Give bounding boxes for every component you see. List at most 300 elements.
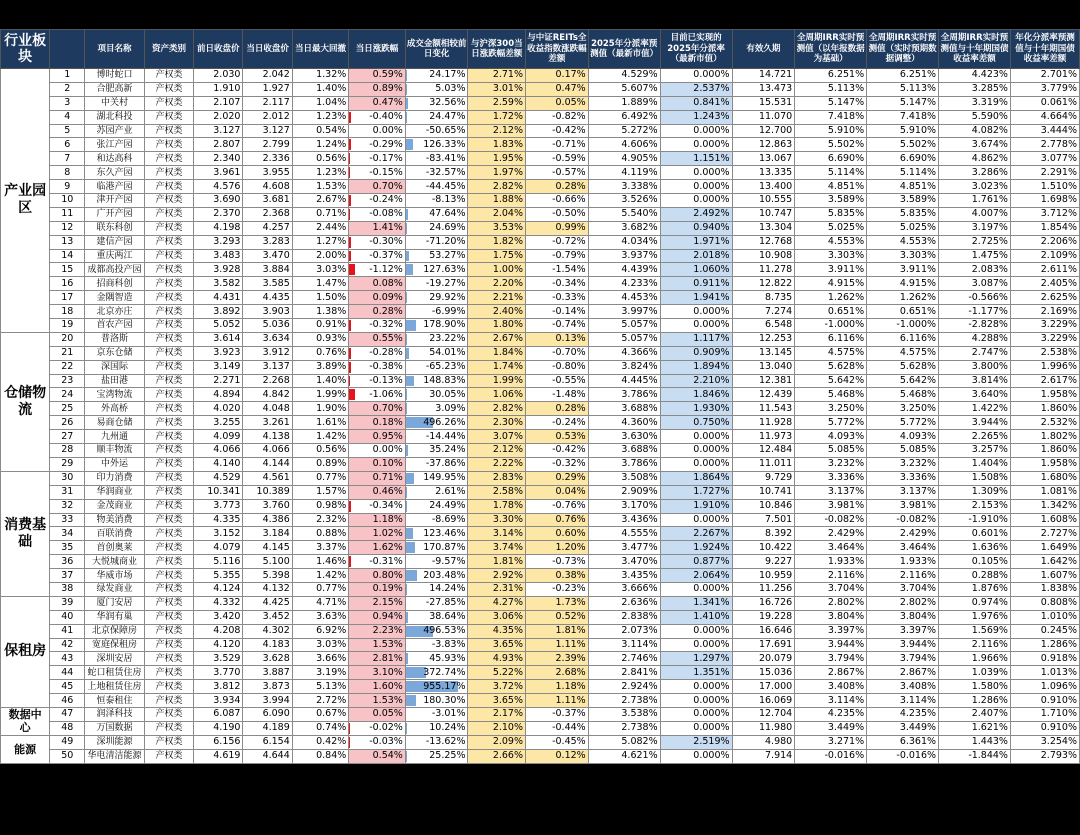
diff-reits-index: -0.82%	[526, 110, 589, 124]
max-drawdown: 1.90%	[292, 402, 349, 416]
asset-class: 产权类	[144, 513, 193, 527]
duration: 10.908	[732, 249, 795, 263]
irr-annual: 6.690%	[795, 152, 867, 166]
row-index: 21	[50, 346, 85, 360]
row-index: 33	[50, 513, 85, 527]
diff-hs300: 1.72%	[468, 110, 526, 124]
prev-close: 3.928	[194, 263, 243, 277]
row-index: 40	[50, 610, 85, 624]
irr-annual: 5.642%	[795, 374, 867, 388]
row-index: 3	[50, 96, 85, 110]
dist-realized: 0.000%	[660, 430, 732, 444]
prev-close: 4.066	[194, 444, 243, 458]
table-row	[1, 69, 1080, 83]
prev-close: 4.124	[194, 582, 243, 596]
volume-change: -83.41%	[405, 152, 468, 166]
dist-forecast: 2.073%	[588, 624, 660, 638]
duration: 4.980	[732, 735, 795, 749]
irr-realtime: 0.651%	[867, 305, 939, 319]
asset-class: 产权类	[144, 541, 193, 555]
dist-bond-diff: 0.910%	[1010, 721, 1079, 735]
duration: 10.846	[732, 499, 795, 513]
diff-reits-index: -0.59%	[526, 152, 589, 166]
dist-forecast: 3.338%	[588, 180, 660, 194]
header-max-drawdown: 当日最大回撤	[292, 30, 349, 69]
diff-hs300: 1.00%	[468, 263, 526, 277]
asset-class: 产权类	[144, 374, 193, 388]
prev-close: 2.340	[194, 152, 243, 166]
irr-bond-diff: -1.910%	[939, 513, 1011, 527]
segment-label: 保租房	[1, 596, 50, 707]
diff-hs300: 3.74%	[468, 541, 526, 555]
change-pct: 1.18%	[349, 513, 406, 527]
volume-bar	[406, 70, 407, 81]
max-drawdown: 0.56%	[292, 152, 349, 166]
irr-realtime: 3.794%	[867, 652, 939, 666]
dist-realized: 1.971%	[660, 235, 732, 249]
row-index: 28	[50, 444, 85, 458]
diff-reits-index: -0.72%	[526, 235, 589, 249]
project-name: 中关村	[85, 96, 145, 110]
table-row	[1, 666, 1080, 680]
irr-annual: 5.025%	[795, 221, 867, 235]
asset-class: 产权类	[144, 82, 193, 96]
diff-hs300: 2.12%	[468, 124, 526, 138]
close: 4.435	[243, 291, 292, 305]
row-index: 45	[50, 680, 85, 694]
dist-realized: 1.864%	[660, 471, 732, 485]
asset-class: 产权类	[144, 110, 193, 124]
volume-bar	[406, 751, 407, 762]
dist-realized: 0.000%	[660, 444, 732, 458]
max-drawdown: 0.54%	[292, 124, 349, 138]
table-row	[1, 82, 1080, 96]
change-bar	[349, 264, 355, 275]
dist-forecast: 4.905%	[588, 152, 660, 166]
row-index: 49	[50, 735, 85, 749]
change-pct: -1.06%	[349, 388, 406, 402]
irr-bond-diff: 3.800%	[939, 360, 1011, 374]
dist-bond-diff: 0.808%	[1010, 596, 1079, 610]
dist-forecast: 3.682%	[588, 221, 660, 235]
table-row	[1, 624, 1080, 638]
dist-bond-diff: 3.779%	[1010, 82, 1079, 96]
volume-bar	[406, 209, 409, 220]
max-drawdown: 0.42%	[292, 735, 349, 749]
max-drawdown: 1.46%	[292, 555, 349, 569]
irr-annual: -0.082%	[795, 513, 867, 527]
diff-reits-index: 0.38%	[526, 569, 589, 583]
asset-class: 产权类	[144, 69, 193, 83]
project-name: 物美消费	[85, 513, 145, 527]
asset-class: 产权类	[144, 332, 193, 346]
close: 3.261	[243, 416, 292, 430]
header-dist-bond-diff: 年化分派率预测值与十年期国债收益率差额	[1010, 30, 1079, 69]
volume-change: 170.87%	[405, 541, 468, 555]
duration: 16.069	[732, 694, 795, 708]
dist-forecast: 4.034%	[588, 235, 660, 249]
duration: 9.729	[732, 471, 795, 485]
diff-hs300: 4.27%	[468, 596, 526, 610]
close: 2.117	[243, 96, 292, 110]
prev-close: 3.582	[194, 277, 243, 291]
irr-realtime: 5.468%	[867, 388, 939, 402]
irr-annual: 3.589%	[795, 194, 867, 208]
duration: 10.741	[732, 485, 795, 499]
max-drawdown: 3.63%	[292, 610, 349, 624]
volume-change: 24.17%	[405, 69, 468, 83]
irr-realtime: 6.251%	[867, 69, 939, 83]
table-row	[1, 402, 1080, 416]
diff-reits-index: 0.99%	[526, 221, 589, 235]
duration: 13.304	[732, 221, 795, 235]
dist-forecast: 5.540%	[588, 207, 660, 221]
irr-annual: 3.271%	[795, 735, 867, 749]
table-row	[1, 180, 1080, 194]
irr-bond-diff: 3.944%	[939, 416, 1011, 430]
header-close: 当日收盘价	[243, 30, 292, 69]
row-index: 13	[50, 235, 85, 249]
irr-bond-diff: 1.404%	[939, 457, 1011, 471]
diff-reits-index: -0.42%	[526, 124, 589, 138]
project-name: 金茂商业	[85, 499, 145, 513]
change-pct: 1.62%	[349, 541, 406, 555]
max-drawdown: 5.13%	[292, 680, 349, 694]
close: 2.268	[243, 374, 292, 388]
irr-bond-diff: 2.083%	[939, 263, 1011, 277]
max-drawdown: 4.71%	[292, 596, 349, 610]
duration: 15.531	[732, 96, 795, 110]
dist-bond-diff: 0.245%	[1010, 624, 1079, 638]
volume-bar	[406, 445, 408, 456]
irr-annual: 3.137%	[795, 485, 867, 499]
header-diff-hs300: 与沪深300当日涨跌幅差额	[468, 30, 526, 69]
volume-change: -9.57%	[405, 555, 468, 569]
table-row	[1, 207, 1080, 221]
change-pct: -0.38%	[349, 360, 406, 374]
table-row	[1, 527, 1080, 541]
dist-bond-diff: 1.958%	[1010, 457, 1079, 471]
prev-close: 4.198	[194, 221, 243, 235]
project-name: 苏园产业	[85, 124, 145, 138]
dist-forecast: 4.366%	[588, 346, 660, 360]
header-change: 当日涨跌幅	[349, 30, 406, 69]
dist-realized: 0.000%	[660, 69, 732, 83]
diff-reits-index: -0.14%	[526, 305, 589, 319]
dist-realized: 0.877%	[660, 555, 732, 569]
row-index: 38	[50, 582, 85, 596]
change-pct: -0.24%	[349, 194, 406, 208]
irr-annual: 3.408%	[795, 680, 867, 694]
irr-bond-diff: 4.862%	[939, 152, 1011, 166]
diff-reits-index: -0.80%	[526, 360, 589, 374]
irr-realtime: 5.502%	[867, 138, 939, 152]
table-row	[1, 707, 1080, 721]
irr-bond-diff: 3.286%	[939, 166, 1011, 180]
irr-bond-diff: 2.407%	[939, 707, 1011, 721]
max-drawdown: 1.50%	[292, 291, 349, 305]
prev-close: 2.020	[194, 110, 243, 124]
duration: 12.253	[732, 332, 795, 346]
table-row	[1, 638, 1080, 652]
project-name: 张江产园	[85, 138, 145, 152]
dist-bond-diff: 2.169%	[1010, 305, 1079, 319]
irr-bond-diff: 0.288%	[939, 569, 1011, 583]
irr-annual: 3.250%	[795, 402, 867, 416]
prev-close: 3.420	[194, 610, 243, 624]
table-row	[1, 499, 1080, 513]
project-name: 金隅智造	[85, 291, 145, 305]
asset-class: 产权类	[144, 735, 193, 749]
asset-class: 产权类	[144, 235, 193, 249]
diff-reits-index: -0.73%	[526, 555, 589, 569]
table-row	[1, 680, 1080, 694]
irr-annual: 5.835%	[795, 207, 867, 221]
change-bar	[349, 362, 351, 373]
irr-annual: 2.429%	[795, 527, 867, 541]
prev-close: 2.107	[194, 96, 243, 110]
irr-annual: -0.016%	[795, 749, 867, 763]
dist-bond-diff: 1.838%	[1010, 582, 1079, 596]
asset-class: 产权类	[144, 388, 193, 402]
row-index: 9	[50, 180, 85, 194]
asset-class: 产权类	[144, 402, 193, 416]
diff-hs300: 2.67%	[468, 332, 526, 346]
duration: 11.278	[732, 263, 795, 277]
irr-bond-diff: 2.747%	[939, 346, 1011, 360]
irr-bond-diff: 3.285%	[939, 82, 1011, 96]
project-name: 津开产园	[85, 194, 145, 208]
project-name: 万国数据	[85, 721, 145, 735]
prev-close: 3.770	[194, 666, 243, 680]
diff-hs300: 2.30%	[468, 416, 526, 430]
irr-realtime: 4.915%	[867, 277, 939, 291]
row-index: 23	[50, 374, 85, 388]
max-drawdown: 3.19%	[292, 666, 349, 680]
volume-change: 126.33%	[405, 138, 468, 152]
row-index: 7	[50, 152, 85, 166]
dist-realized: 0.000%	[660, 305, 732, 319]
irr-annual: 5.772%	[795, 416, 867, 430]
dist-realized: 0.000%	[660, 513, 732, 527]
change-pct: -0.02%	[349, 721, 406, 735]
change-pct: 0.89%	[349, 82, 406, 96]
change-pct: 1.02%	[349, 527, 406, 541]
close: 4.145	[243, 541, 292, 555]
irr-annual: 3.449%	[795, 721, 867, 735]
dist-bond-diff: 3.712%	[1010, 207, 1079, 221]
change-pct: 3.10%	[349, 666, 406, 680]
dist-bond-diff: 1.958%	[1010, 388, 1079, 402]
change-bar	[349, 556, 351, 567]
project-name: 绿发商业	[85, 582, 145, 596]
row-index: 14	[50, 249, 85, 263]
irr-realtime: 3.114%	[867, 694, 939, 708]
close: 6.090	[243, 707, 292, 721]
irr-annual: -1.000%	[795, 319, 867, 333]
table-row	[1, 277, 1080, 291]
table-row	[1, 388, 1080, 402]
volume-bar	[406, 320, 416, 331]
reits-table	[0, 29, 1080, 764]
dist-bond-diff: 1.860%	[1010, 444, 1079, 458]
dist-bond-diff: 1.996%	[1010, 360, 1079, 374]
project-name: 顺丰物流	[85, 444, 145, 458]
diff-hs300: 3.53%	[468, 221, 526, 235]
dist-bond-diff: 2.611%	[1010, 263, 1079, 277]
max-drawdown: 2.00%	[292, 249, 349, 263]
irr-realtime: 2.116%	[867, 569, 939, 583]
dist-bond-diff: 2.538%	[1010, 346, 1079, 360]
close: 4.257	[243, 221, 292, 235]
irr-annual: 3.397%	[795, 624, 867, 638]
close: 4.302	[243, 624, 292, 638]
irr-bond-diff: 0.974%	[939, 596, 1011, 610]
duration: 13.040	[732, 360, 795, 374]
irr-bond-diff: 1.966%	[939, 652, 1011, 666]
max-drawdown: 1.42%	[292, 569, 349, 583]
change-pct: -0.32%	[349, 319, 406, 333]
header-name: 项目名称	[85, 30, 145, 69]
change-pct: -1.12%	[349, 263, 406, 277]
volume-change: 148.83%	[405, 374, 468, 388]
irr-realtime: 3.408%	[867, 680, 939, 694]
irr-annual: 5.114%	[795, 166, 867, 180]
asset-class: 产权类	[144, 707, 193, 721]
dist-bond-diff: 0.910%	[1010, 694, 1079, 708]
asset-class: 产权类	[144, 346, 193, 360]
diff-hs300: 1.80%	[468, 319, 526, 333]
close: 4.183	[243, 638, 292, 652]
change-bar	[349, 251, 351, 262]
change-bar	[349, 237, 351, 248]
close: 3.955	[243, 166, 292, 180]
close: 3.884	[243, 263, 292, 277]
project-name: 外高桥	[85, 402, 145, 416]
volume-change: 123.46%	[405, 527, 468, 541]
dist-realized: 0.000%	[660, 707, 732, 721]
dist-realized: 0.000%	[660, 582, 732, 596]
change-pct: 0.94%	[349, 610, 406, 624]
duration: 6.548	[732, 319, 795, 333]
header-volume-change: 成交金额相较前日变化	[405, 30, 468, 69]
volume-change: -14.44%	[405, 430, 468, 444]
max-drawdown: 1.24%	[292, 138, 349, 152]
dist-bond-diff: 2.727%	[1010, 527, 1079, 541]
diff-reits-index: 0.28%	[526, 180, 589, 194]
diff-hs300: 1.95%	[468, 152, 526, 166]
irr-annual: 4.851%	[795, 180, 867, 194]
prev-close: 3.934	[194, 694, 243, 708]
prev-close: 3.149	[194, 360, 243, 374]
dist-realized: 1.351%	[660, 666, 732, 680]
row-index: 2	[50, 82, 85, 96]
dist-bond-diff: 0.918%	[1010, 652, 1079, 666]
max-drawdown: 1.40%	[292, 374, 349, 388]
irr-bond-diff: 2.153%	[939, 499, 1011, 513]
irr-realtime: 5.113%	[867, 82, 939, 96]
diff-hs300: 1.81%	[468, 555, 526, 569]
close: 5.398	[243, 569, 292, 583]
diff-reits-index: -0.32%	[526, 457, 589, 471]
row-index: 4	[50, 110, 85, 124]
duration: 8.392	[732, 527, 795, 541]
project-name: 北京保障房	[85, 624, 145, 638]
change-pct: 0.59%	[349, 69, 406, 83]
irr-bond-diff: 1.508%	[939, 471, 1011, 485]
diff-hs300: 2.83%	[468, 471, 526, 485]
irr-bond-diff: 4.288%	[939, 332, 1011, 346]
irr-realtime: 5.114%	[867, 166, 939, 180]
diff-hs300: 2.59%	[468, 96, 526, 110]
table-row	[1, 110, 1080, 124]
max-drawdown: 2.44%	[292, 221, 349, 235]
project-name: 润泽科技	[85, 707, 145, 721]
asset-class: 产权类	[144, 319, 193, 333]
irr-bond-diff: 1.761%	[939, 194, 1011, 208]
irr-annual: 2.802%	[795, 596, 867, 610]
change-pct: -0.29%	[349, 138, 406, 152]
change-pct: 0.18%	[349, 416, 406, 430]
change-pct: 0.05%	[349, 707, 406, 721]
change-pct: 0.54%	[349, 749, 406, 763]
diff-reits-index: -0.23%	[526, 582, 589, 596]
dist-realized: 1.117%	[660, 332, 732, 346]
duration: 13.473	[732, 82, 795, 96]
diff-reits-index: -0.50%	[526, 207, 589, 221]
diff-hs300: 2.58%	[468, 485, 526, 499]
diff-hs300: 4.93%	[468, 652, 526, 666]
dist-forecast: 4.439%	[588, 263, 660, 277]
diff-hs300: 1.75%	[468, 249, 526, 263]
diff-reits-index: -0.79%	[526, 249, 589, 263]
dist-forecast: 4.119%	[588, 166, 660, 180]
row-index: 35	[50, 541, 85, 555]
duration: 17.691	[732, 638, 795, 652]
diff-hs300: 3.65%	[468, 638, 526, 652]
volume-change: -3.83%	[405, 638, 468, 652]
duration: 12.768	[732, 235, 795, 249]
irr-bond-diff: 2.265%	[939, 430, 1011, 444]
dist-bond-diff: 1.854%	[1010, 221, 1079, 235]
max-drawdown: 3.66%	[292, 652, 349, 666]
table-row	[1, 471, 1080, 485]
irr-realtime: 6.361%	[867, 735, 939, 749]
row-index: 44	[50, 666, 85, 680]
prev-close: 4.120	[194, 638, 243, 652]
volume-bar	[406, 528, 413, 539]
dist-forecast: 3.786%	[588, 388, 660, 402]
irr-bond-diff: 1.475%	[939, 249, 1011, 263]
prev-close: 4.099	[194, 430, 243, 444]
volume-change: 38.64%	[405, 610, 468, 624]
irr-bond-diff: 4.082%	[939, 124, 1011, 138]
header-index	[50, 30, 85, 69]
dist-bond-diff: 1.010%	[1010, 610, 1079, 624]
change-pct: 0.70%	[349, 402, 406, 416]
irr-bond-diff: 3.023%	[939, 180, 1011, 194]
table-body	[1, 69, 1080, 764]
close: 2.799	[243, 138, 292, 152]
close: 5.036	[243, 319, 292, 333]
irr-realtime: 3.232%	[867, 457, 939, 471]
dist-realized: 1.341%	[660, 596, 732, 610]
diff-hs300: 2.20%	[468, 277, 526, 291]
dist-forecast: 2.636%	[588, 596, 660, 610]
project-name: 湖北科投	[85, 110, 145, 124]
asset-class: 产权类	[144, 610, 193, 624]
project-name: 宽庭保租房	[85, 638, 145, 652]
